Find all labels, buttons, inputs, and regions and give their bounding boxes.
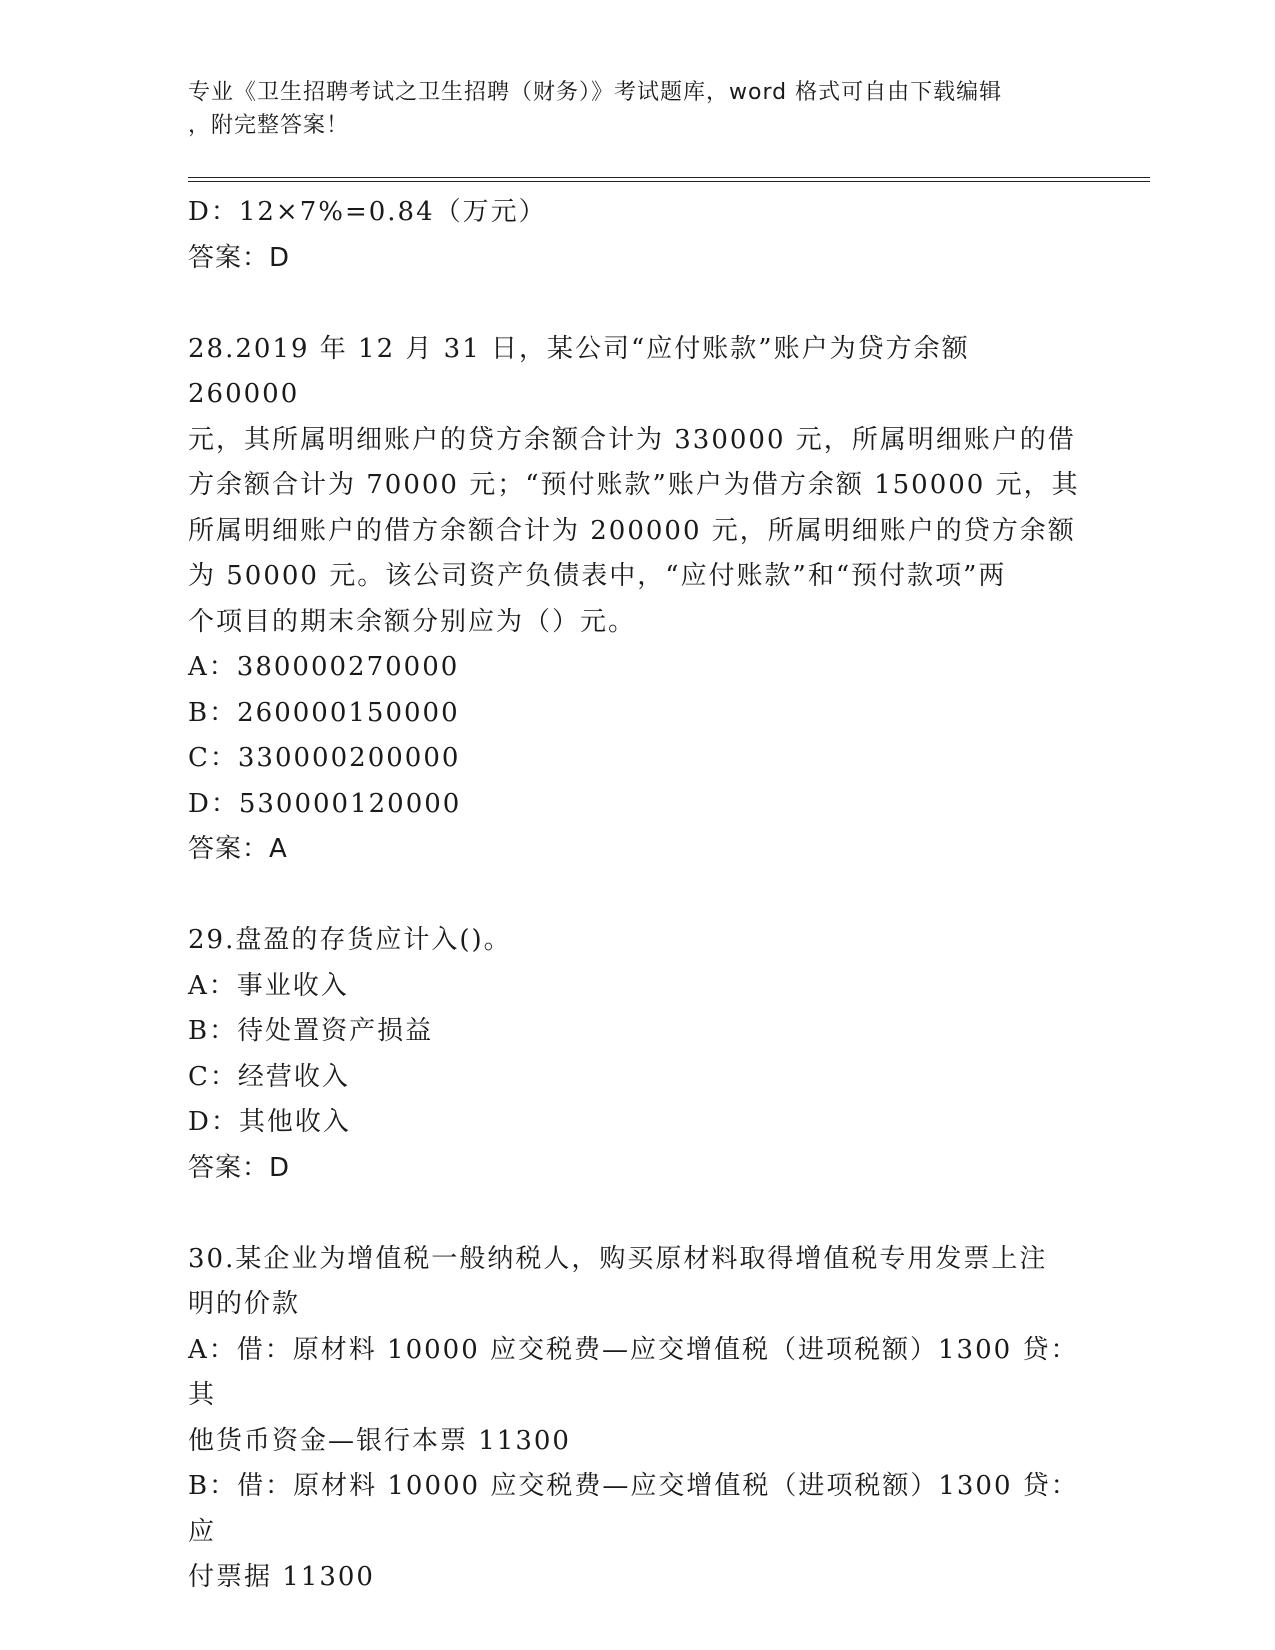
q28-option-b: B：260000150000	[188, 697, 460, 728]
header-divider-top	[188, 177, 1150, 178]
q30-option-a-line1: A：借：原材料 10000 应交税费—应交增值税（进项税额）1300 贷：其	[188, 1334, 1079, 1410]
question-29	[188, 918, 1088, 1191]
q28-option-a: A：380000270000	[188, 652, 460, 682]
q30-option-b-line2: 付票据 11300	[188, 1562, 375, 1592]
q30-option-a-line2: 他货币资金—银行本票 11300	[188, 1425, 571, 1456]
q28-option-c: C：330000200000	[188, 743, 461, 773]
q27-answer: 答案：D	[188, 242, 291, 273]
q28-stem-line: 方余额合计为 70000 元；“预付账款”账户为借方余额 150000 元，其	[188, 470, 1080, 500]
question-28	[188, 327, 1088, 873]
q28-stem-line: 28.2019 年 12 月 31 日，某公司“应付账款”账户为贷方余额 260000	[188, 333, 970, 409]
q28-answer: 答案：A	[188, 834, 288, 864]
q29-option-b: B：待处置资产损益	[188, 1016, 434, 1046]
q30-option-b-line1: B：借：原材料 10000 应交税费—应交增值税（进项税额）1300 贷：应	[188, 1471, 1079, 1547]
q27-option-d: D：12×7%=0.84（万元）	[188, 197, 547, 227]
q28-option-d: D：530000120000	[188, 788, 462, 819]
spacer	[188, 1191, 1088, 1237]
q28-stem-line: 元，其所属明细账户的贷方余额合计为 330000 元，所属明细账户的借	[188, 424, 1076, 455]
q28-stem-line: 个项目的期末余额分别应为（）元。	[188, 606, 637, 637]
header-divider-bottom	[188, 181, 1150, 182]
header-line-1: 专业《卫生招聘考试之卫生招聘（财务）》考试题库，word 格式可自由下载编辑	[188, 80, 1003, 105]
spacer	[188, 873, 1088, 919]
q29-option-c: C：经营收入	[188, 1061, 350, 1092]
q29-answer: 答案：D	[188, 1152, 291, 1183]
q29-option-d: D：其他收入	[188, 1107, 351, 1137]
q28-stem-line: 为 50000 元。该公司资产负债表中，“应付账款”和“预付款项”两	[188, 561, 1007, 591]
q30-stem-line: 30.某企业为增值税一般纳税人，购买原材料取得增值税专用发票上注	[188, 1243, 1048, 1274]
document-body	[188, 190, 1088, 1601]
q29-option-a: A：事业收入	[188, 970, 349, 1001]
spacer	[188, 281, 1088, 327]
q29-stem: 29.盘盈的存货应计入()。	[188, 925, 512, 955]
document-header	[188, 76, 1088, 142]
header-line-2: ，附完整答案！	[188, 113, 350, 138]
question-30	[188, 1237, 1088, 1601]
q28-stem-line: 所属明细账户的借方余额合计为 200000 元，所属明细账户的贷方余额	[188, 515, 1076, 546]
q30-stem-line: 明的价款	[188, 1289, 301, 1319]
